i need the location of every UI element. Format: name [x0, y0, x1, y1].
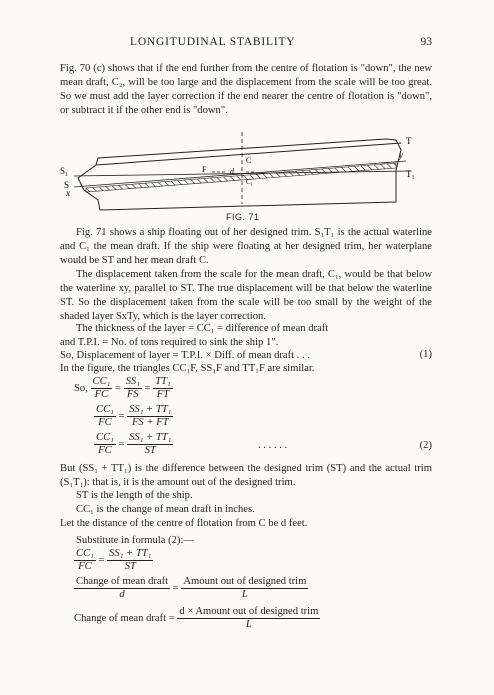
label-t1: T₁: [406, 169, 415, 179]
paragraph-2: Fig. 71 shows a ship floating out of her designed trim. S₁T₁ is the actual waterline and C₁ the mean draft. If the ship were floating at her designed trim, her waterplane would be ST and her mean draft C.: [60, 227, 432, 266]
cc1-line: CC₁ is the change of mean draft in inches.: [76, 504, 255, 515]
label-c1: C₁: [246, 178, 254, 186]
shaded-layer: [86, 163, 396, 192]
so-label: So,: [74, 382, 88, 394]
equation-dots: . . . . . .: [258, 440, 288, 451]
waterline-st: [74, 161, 406, 187]
label-s1: S₁: [60, 166, 69, 176]
equation-row-1: So, $\frac{\text{CC₁}}{FC}$ = $\frac{\text{SS₁}}{FS}$ = $\frac{\text{TT₁}}{FT}$: [74, 376, 171, 400]
running-title: LONGITUDINAL STABILITY: [130, 36, 296, 48]
equation-number-1: (1): [419, 349, 432, 360]
label-d: d: [230, 167, 234, 176]
label-y: y: [399, 150, 403, 160]
page-number: 93: [420, 36, 432, 48]
label-c: C: [246, 156, 252, 165]
label-s: S: [64, 180, 70, 190]
formula-3: Change of mean draft = $\frac{\text{d × Amount out of designed trim}}{L}$: [74, 606, 319, 630]
st-length-line: ST is the length of the ship.: [76, 490, 193, 501]
centre-flotation-line: Let the distance of the centre of flotation from C be d feet.: [60, 518, 308, 529]
equation-row-2: $\frac{\text{CC₁}}{FC}$ = $\frac{\text{SS₁ + TT₁}}{FS + FT}$: [96, 404, 172, 428]
label-t: T: [406, 136, 412, 146]
running-header: [60, 36, 432, 52]
layer-displacement-line: So, Displacement of layer = T.P.I. × Diff. of mean draft . . .: [60, 350, 310, 361]
figure-71: [56, 130, 436, 212]
substitute-line: Substitute in formula (2):—: [76, 535, 194, 546]
equation-row-3: $\frac{\text{CC₁}}{FC}$ = $\frac{\text{SS₁ + TT₁}}{ST}$: [96, 432, 172, 456]
similar-triangles-line: In the figure, the triangles CC₁F, SS₁F and TT₁F are similar.: [60, 363, 315, 374]
formula-1: $\frac{\text{CC₁}}{FC}$ = $\frac{\text{SS₁ + TT₁}}{ST}$: [76, 548, 152, 572]
figure-caption: FIG. 71: [226, 212, 260, 222]
equation-number-2: (2): [419, 440, 432, 451]
tpi-line: and T.P.I. = No. of tons required to sink the ship 1".: [60, 337, 279, 348]
paragraph-1: Fig. 70 (c) shows that if the end further from the centre of flotation is "down", the new mean draft, C₂, will be too large and the displacement from the scale will be too great. So we must add the layer correction if the end nearer the centre of flotation is "down", or subtract it if the other end is "down".: [60, 63, 432, 116]
formula-2: $\frac{\text{Change of mean draft}}{d}$ = $\frac{\text{Amount out of designed trim}}{L}$: [76, 576, 307, 600]
layer-thickness-line: The thickness of the layer = CC₁ = difference of mean draft: [76, 323, 329, 334]
ship-hull: [78, 139, 401, 210]
label-f: F: [202, 165, 207, 174]
label-x: x: [66, 188, 70, 198]
paragraph-4: But (SS₁ + TT₁) is the difference between the designed trim (ST) and the actual trim (S₁T₁): that is, it is the amount out of the designed trim.: [60, 463, 432, 488]
paragraph-3: The displacement taken from the scale for the mean draft, C₁, would be that below the waterline xy, parallel to ST. The true displacement will be that below the waterline ST. So the displacement taken from the scale will be too small by the weight of the shaded layer SxTy, which is the layer correction.: [60, 269, 432, 322]
